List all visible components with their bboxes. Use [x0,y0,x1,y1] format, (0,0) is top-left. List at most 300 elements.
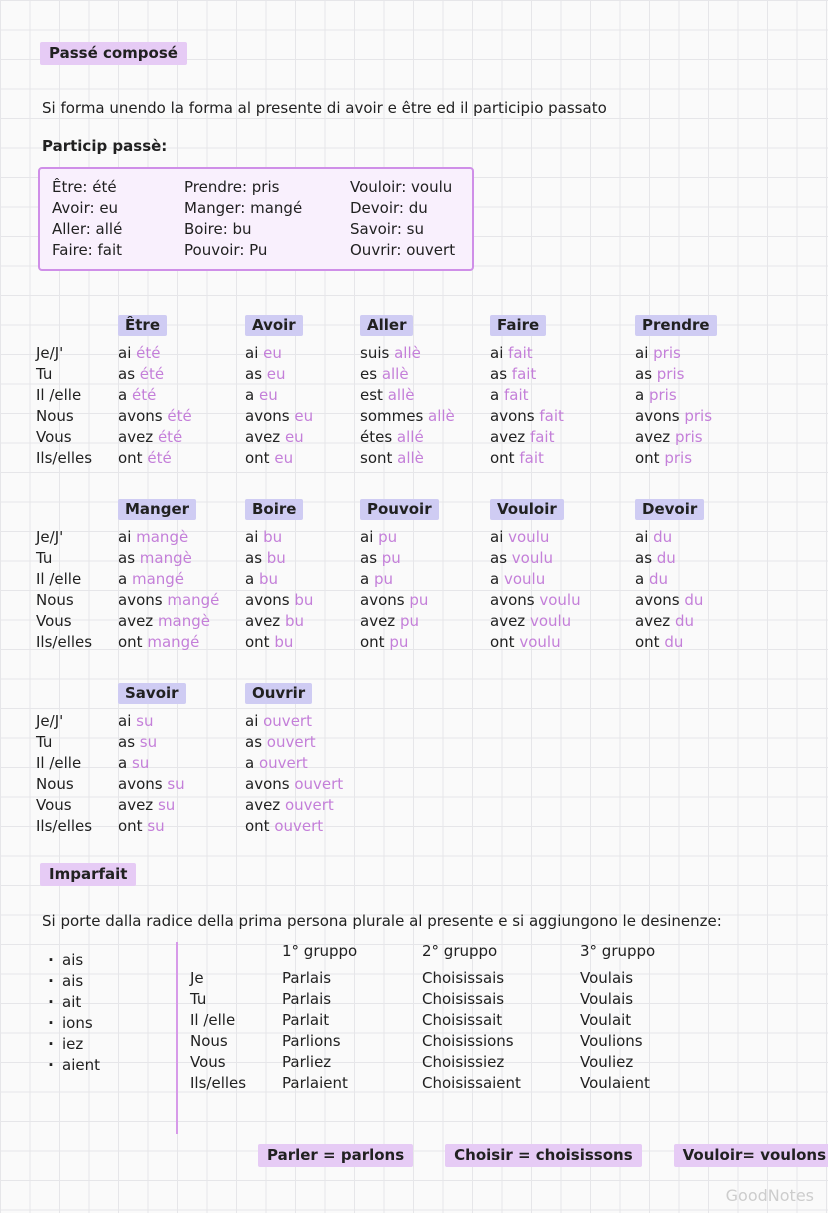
conjugation-cell [490,364,635,385]
pronoun-label: Tu [36,733,53,751]
pronoun-label: Je/J' [36,344,64,362]
conjugation-cell [490,632,635,653]
conjugation-cell [635,448,828,469]
conjugation-cell [245,343,360,364]
auxiliary-text: avez [245,612,281,630]
pronoun-label: Nous [36,407,74,425]
participle-text: su [142,817,165,835]
auxiliary-text: a [245,386,255,404]
participle-text: voulu [534,591,581,609]
verb-title: Savoir [118,683,186,704]
pronoun-label: Ils/elles [190,1074,247,1092]
participle-text: fait [499,386,529,404]
verb-form: Choisissaient [422,1074,521,1092]
conjugation-cell [245,569,360,590]
bullet-dot: · [48,951,54,969]
participle-text: du [679,591,704,609]
auxiliary-text: ai [245,344,259,362]
group-column [580,942,828,1094]
verb-header [490,499,635,527]
auxiliary-text: ont [118,449,143,467]
auxiliary-text: ont [118,633,143,651]
participle-text: voulu [499,570,546,588]
auxiliary-text: as [118,365,136,383]
ending-text: iez [62,1035,84,1053]
conjugation-cell [118,590,245,611]
participles-column [52,177,184,261]
endings-list [40,942,176,1076]
verb-title: Aller [360,315,413,336]
verb-header [118,499,245,527]
auxiliary-text: ai [490,528,504,546]
conjugation-cell [635,611,828,632]
ending-item [40,950,176,971]
participle-text: voulu [525,612,572,630]
pronoun-label: Il /elle [36,754,82,772]
passe-compose-header [40,42,828,65]
auxiliary-text: ai [245,712,259,730]
auxiliary-text: avez [118,612,154,630]
conjugation-block [36,683,828,837]
auxiliary-text: as [245,733,263,751]
pronoun-label: Je/J' [36,528,64,546]
verb-form: Parliez [282,1053,332,1071]
auxiliary-text: as [490,549,508,567]
passe-intro-text: Si forma unendo la forma al presente di avoir e être ed il participio passato [42,99,607,117]
conjugation-cell [490,448,635,469]
pronoun-label: Vous [36,612,72,630]
auxiliary-text: ai [360,528,374,546]
group-column [422,942,580,1094]
verb-column [490,499,635,653]
ending-item [40,1055,176,1076]
auxiliary-text: a [118,570,128,588]
verb-header [118,315,245,343]
participles-column [350,177,460,261]
auxiliary-text: ont [245,633,270,651]
participle-text: pu [369,570,393,588]
ending-item [40,1013,176,1034]
participle-text: eu [254,386,278,404]
auxiliary-text: ai [118,528,132,546]
participles-column [184,177,350,261]
participle-text: ouvert [269,817,324,835]
auxiliary-text: a [635,386,645,404]
auxiliary-text: avons [245,407,290,425]
conjugation-cell [360,611,490,632]
participle-text: voulu [503,528,550,546]
auxiliary-text: avez [490,428,526,446]
conjugation-cell [360,448,490,469]
conjugation-cell [118,343,245,364]
conjugation-cell [360,569,490,590]
participle-text: pris [648,344,681,362]
conjugation-cell [245,611,360,632]
verb-title: Boire [245,499,303,520]
auxiliary-text: ai [490,344,504,362]
empty-header [36,499,118,527]
auxiliary-text: avez [245,796,281,814]
verb-form: Choisissions [422,1032,514,1050]
conjugation-cell [118,569,245,590]
verb-form: Voulais [580,990,634,1008]
participle-text: eu [289,407,314,425]
bullet-dot: · [48,1056,54,1074]
conjugation-cell [118,732,245,753]
auxiliary-text: ai [118,712,132,730]
pronoun-label: Tu [36,549,53,567]
pronoun-label: Tu [36,365,53,383]
pronoun-label: Il /elle [190,1011,236,1029]
auxiliary-text: a [245,570,255,588]
auxiliary-text: avez [245,428,281,446]
pronoun-label: Il /elle [36,386,82,404]
participle-text: ouvert [254,754,308,772]
auxiliary-text: avez [118,428,154,446]
verb-header [360,315,490,343]
participle-text: allè [377,365,409,383]
conjugation-cell [245,590,360,611]
group-footer-label: Parler = parlons [258,1144,413,1167]
conjugation-cell [360,364,490,385]
conjugation-cell [635,632,828,653]
auxiliary-text: ont [490,633,515,651]
auxiliary-text: avons [360,591,405,609]
conjugation-cell [635,569,828,590]
participle-text: ouvert [262,733,316,751]
participle-entry: Savoir: su [350,220,424,238]
conjugation-cell [245,448,360,469]
participle-text: fait [534,407,564,425]
ending-item [40,992,176,1013]
participle-text: été [153,428,183,446]
verb-column [245,315,360,469]
verb-form: Voulais [580,969,634,987]
verb-form: Parlais [282,969,332,987]
auxiliary-text: avez [360,612,396,630]
auxiliary-text: avez [118,796,154,814]
conjugation-cell [490,590,635,611]
conjugation-cell [635,427,828,448]
conjugation-blocks [0,315,828,837]
auxiliary-text: avons [490,407,535,425]
pronoun-label: Nous [36,775,74,793]
participle-text: pu [377,549,401,567]
participle-text: su [162,775,185,793]
imparfait-groups [282,942,828,1094]
conjugation-cell [490,343,635,364]
verb-title: Vouloir [490,499,564,520]
conjugation-cell [245,527,360,548]
pronoun-column [36,499,118,653]
auxiliary-text: a [118,754,128,772]
conjugation-cell [360,590,490,611]
conjugation-cell [245,753,360,774]
participle-text: eu [262,365,286,383]
auxiliary-text: ont [245,817,270,835]
verb-column [118,315,245,469]
conjugation-cell [118,816,245,837]
conjugation-cell [245,427,360,448]
participle-text: bu [289,591,314,609]
ending-text: ait [62,993,82,1011]
participle-text: du [644,570,668,588]
participle-entry: Manger: mangé [184,199,303,217]
group-footer-label: Vouloir= voulons [674,1144,828,1167]
verb-header [635,499,828,527]
auxiliary-text: sont [360,449,393,467]
participles-box [38,167,474,271]
bullet-dot: · [48,972,54,990]
conjugation-cell [490,548,635,569]
auxiliary-text: as [490,365,508,383]
auxiliary-text: sommes [360,407,424,425]
empty-header [36,315,118,343]
auxiliary-text: avons [635,591,680,609]
verb-header [245,315,360,343]
verb-form: Parlaient [282,1074,348,1092]
auxiliary-text: as [245,549,263,567]
auxiliary-text: est [360,386,383,404]
verb-title: Faire [490,315,546,336]
participle-text: été [131,344,161,362]
participle-text: su [131,712,154,730]
participle-text: pu [384,633,409,651]
participle-entry: Vouloir: voulu [350,178,453,196]
participle-text: pu [404,591,429,609]
auxiliary-text: avons [635,407,680,425]
participle-text: mangè [153,612,211,630]
conjugation-cell [635,548,828,569]
verb-title: Manger [118,499,196,520]
bullet-dot: · [48,1035,54,1053]
verb-header [490,315,635,343]
auxiliary-text: a [360,570,370,588]
auxiliary-text: avons [245,775,290,793]
pronoun-label: Ils/elles [36,449,93,467]
verb-column [490,315,635,469]
conjugation-cell [360,427,490,448]
auxiliary-text: étes [360,428,393,446]
verb-column [245,499,360,653]
auxiliary-text: ont [635,633,660,651]
participle-text: eu [269,449,294,467]
verb-header [635,315,828,343]
conjugation-cell [118,427,245,448]
vertical-divider [176,942,178,1134]
participles-label: Particip passè: [42,137,168,155]
verb-header [245,683,360,711]
verb-form: Voulions [580,1032,643,1050]
participle-text: pris [644,386,677,404]
participle-text: allè [382,386,415,404]
conjugation-cell [118,385,245,406]
group-header-label: 3° gruppo [580,942,656,960]
conjugation-cell [490,611,635,632]
verb-form: Voulaient [580,1074,650,1092]
verb-form: Choisissais [422,990,505,1008]
conjugation-cell [360,406,490,427]
conjugation-cell [118,527,245,548]
participle-text: fait [514,449,544,467]
conjugation-cell [635,385,828,406]
conjugation-cell [245,711,360,732]
participle-text: mangé [142,633,200,651]
auxiliary-text: avons [490,591,535,609]
auxiliary-text: ont [360,633,385,651]
group-column [282,942,422,1094]
imparfait-header [40,863,828,886]
conjugation-cell [635,590,828,611]
participle-entry: Avoir: eu [52,199,119,217]
auxiliary-text: avons [118,591,163,609]
pronoun-label: Vous [36,796,72,814]
conjugation-cell [118,548,245,569]
participle-text: su [153,796,176,814]
participle-entry: Être: été [52,178,117,196]
pronoun-column [36,315,118,469]
verb-column [635,499,828,653]
pronoun-label: Nous [36,591,74,609]
imparfait-intro-text: Si porte dalla radice della prima persona plurale al presente e si aggiungono le desinenze: [42,912,722,930]
participle-entry: Prendre: pris [184,178,280,196]
participle-entry: Boire: bu [184,220,252,238]
group-header-label: 2° gruppo [422,942,498,960]
conjugation-cell [245,732,360,753]
auxiliary-text: as [118,733,136,751]
empty-header [36,683,118,711]
participle-text: allè [389,344,421,362]
verb-form: Parlait [282,1011,330,1029]
verb-header [118,683,245,711]
verb-column [635,315,828,469]
participle-text: fait [507,365,537,383]
pronoun-label: Nous [190,1032,228,1050]
conjugation-cell [118,632,245,653]
auxiliary-text: suis [360,344,390,362]
auxiliary-text: es [360,365,378,383]
participle-text: mangè [135,549,192,567]
conjugation-cell [360,632,490,653]
pronoun-label: Il /elle [36,570,82,588]
auxiliary-text: as [635,365,653,383]
passe-compose-title: Passé composé [40,42,187,65]
conjugation-cell [118,406,245,427]
pronoun-label: Vous [36,428,72,446]
participle-text: su [127,754,150,772]
participle-text: ouvert [258,712,312,730]
imparfait-table [40,942,828,1134]
participle-entry: Ouvrir: ouvert [350,241,456,259]
verb-form: Vouliez [580,1053,634,1071]
participle-text: du [652,549,676,567]
participle-text: mangè [131,528,189,546]
imparfait-footers [258,1144,828,1167]
goodnotes-watermark: GoodNotes [725,1186,814,1205]
auxiliary-text: avez [635,428,671,446]
conjugation-cell [635,364,828,385]
participle-text: voulu [507,549,554,567]
participle-text: du [670,612,694,630]
participle-text: bu [280,612,304,630]
verb-form: Choisissiez [422,1053,505,1071]
pronoun-label: Vous [190,1053,226,1071]
participle-text: été [127,386,157,404]
conjugation-cell [245,548,360,569]
auxiliary-text: avons [245,591,290,609]
conjugation-cell [118,753,245,774]
group-footer-label: Choisir = choisissons [445,1144,641,1167]
verb-form: Choisissait [422,1011,503,1029]
participle-text: pu [395,612,419,630]
participle-text: pris [652,365,685,383]
pronoun-label: Je/J' [36,712,64,730]
conjugation-cell [245,774,360,795]
verb-form: Voulait [580,1011,632,1029]
conjugation-cell [635,527,828,548]
verb-title: Devoir [635,499,704,520]
participle-text: eu [280,428,304,446]
participle-text: bu [269,633,294,651]
participle-text: allè [423,407,455,425]
participle-text: bu [258,528,283,546]
auxiliary-text: a [118,386,128,404]
conjugation-cell [490,527,635,548]
conjugation-block [36,315,828,469]
conjugation-cell [360,385,490,406]
conjugation-cell [118,611,245,632]
conjugation-cell [635,406,828,427]
conjugation-cell [245,795,360,816]
participle-text: voulu [514,633,561,651]
ending-text: ions [62,1014,93,1032]
auxiliary-text: a [490,386,500,404]
ending-text: ais [62,951,84,969]
conjugation-cell [245,364,360,385]
pronoun-column [36,683,118,837]
auxiliary-text: ont [245,449,270,467]
verb-title: Être [118,315,167,336]
pronoun-label: Tu [190,990,207,1008]
conjugation-cell [118,364,245,385]
conjugation-cell [118,795,245,816]
pronoun-label: Ils/elles [36,817,93,835]
bullet-dot: · [48,1014,54,1032]
participle-entry: Aller: allé [52,220,123,238]
conjugation-cell [118,448,245,469]
conjugation-cell [360,343,490,364]
auxiliary-text: ai [245,528,259,546]
conjugation-cell [360,548,490,569]
participle-text: bu [262,549,286,567]
auxiliary-text: a [490,570,500,588]
participle-text: été [142,449,172,467]
verb-title: Ouvrir [245,683,312,704]
participle-text: ouvert [280,796,334,814]
verb-header [360,499,490,527]
participle-text: du [648,528,673,546]
auxiliary-text: as [118,549,136,567]
pronoun-label: Je [190,969,204,987]
verb-column [118,499,245,653]
verb-title: Avoir [245,315,303,336]
conjugation-cell [490,427,635,448]
participle-text: allè [392,449,424,467]
auxiliary-text: avons [118,775,163,793]
auxiliary-text: ai [635,528,649,546]
auxiliary-text: ont [635,449,660,467]
conjugation-cell [245,816,360,837]
